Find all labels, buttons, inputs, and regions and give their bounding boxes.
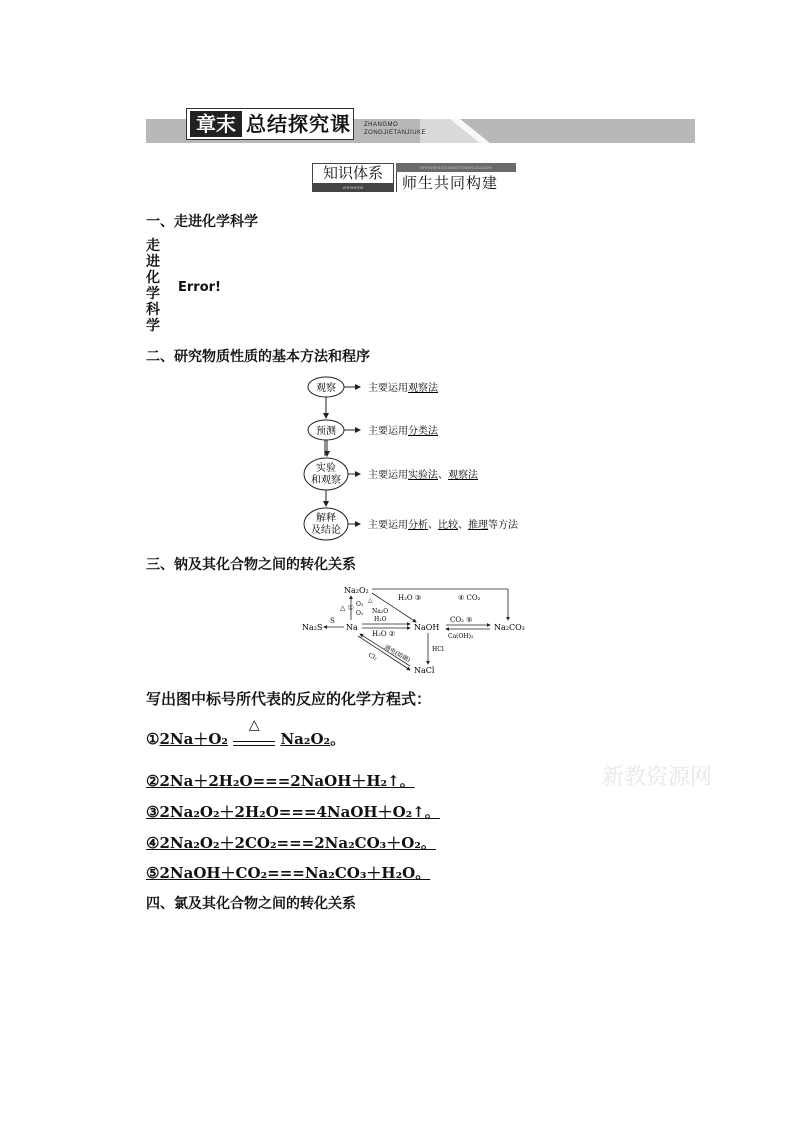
label-h2o-top: H₂O xyxy=(374,616,387,623)
flow-node-predict-label: 预测 xyxy=(316,426,336,437)
part1-heading: 一、走进化学科学 xyxy=(146,214,258,230)
equation-2 xyxy=(146,770,415,791)
equation-number: ③ xyxy=(146,803,160,821)
heating-symbol: △ xyxy=(248,716,260,733)
label-cl2: Cl₂ xyxy=(367,651,379,663)
label-delta: △ xyxy=(368,597,373,604)
section-divider xyxy=(396,172,397,192)
equation-number: ① xyxy=(146,730,160,748)
label-o2b: O₂ xyxy=(356,610,364,617)
reaction-arrow-electrolysis xyxy=(360,634,410,666)
chapter-title-pinyin xyxy=(364,121,426,137)
equation-4-text: 2Na₂O₂＋2CO₂===2Na₂CO₃＋O₂ xyxy=(159,834,421,852)
full-stop: 。 xyxy=(415,864,431,882)
flow-node-experiment-label-1: 实验 xyxy=(316,463,336,474)
vertical-char: 学 xyxy=(146,286,160,302)
compound-naoh: NaOH xyxy=(414,623,440,632)
flow-desc-predict: 主要运用分类法 xyxy=(368,426,438,437)
label-caoh2: Ca(OH)₂ xyxy=(448,633,474,640)
full-stop: 。 xyxy=(424,803,440,821)
section-title-knowledge-system: 知识体系 xyxy=(312,163,394,184)
label-na2o: Na₂O xyxy=(372,608,389,615)
compound-na2o2: Na₂O₂ xyxy=(344,586,369,595)
chapter-title-part1: 章末 xyxy=(190,111,242,137)
part3-heading: 三、钠及其化合物之间的转化关系 xyxy=(146,557,356,573)
equations-prompt: 写出图中标号所代表的反应的化学方程式： xyxy=(146,690,432,708)
error-text: Error! xyxy=(178,280,221,295)
full-stop: 。 xyxy=(420,834,436,852)
equation-number: ⑤ xyxy=(146,864,160,882)
equation-5 xyxy=(146,862,430,883)
vertical-char: 走 xyxy=(146,238,160,254)
vertical-char: 进 xyxy=(146,254,160,270)
label-h2o-3: H₂O ③ xyxy=(398,594,422,602)
compound-na: Na xyxy=(346,623,358,632)
vertical-char: 科 xyxy=(146,302,160,318)
label-s: S xyxy=(330,617,335,625)
sodium-conversion-diagram xyxy=(298,580,534,680)
vertical-char: 化 xyxy=(146,270,160,286)
section-subtitle-pinyin: SHISHENGGONGTONGGOUJIAN xyxy=(396,163,516,172)
equation-3-text: 2Na₂O₂＋2H₂O===4NaOH＋O₂↑ xyxy=(159,803,425,821)
equation-2-text: 2Na＋2H₂O===2NaOH＋H₂↑ xyxy=(159,772,400,790)
part4-heading: 四、氯及其化合物之间的转化关系 xyxy=(146,896,356,912)
compound-na2co3: Na₂CO₃ xyxy=(494,623,525,632)
equation-3 xyxy=(146,801,440,822)
equation-1-condition xyxy=(233,716,275,746)
section-subtitle: 师生共同构建 xyxy=(402,174,499,192)
equation-5-text: 2NaOH＋CO₂===Na₂CO₃＋H₂O xyxy=(159,864,416,882)
pinyin-line-2: ZONGJIETANJIUKE xyxy=(364,130,427,136)
flow-node-conclusion-label-1: 解释 xyxy=(316,513,336,524)
section-title-pinyin: ZHISHITIXI xyxy=(312,184,394,192)
equals-sign xyxy=(233,741,275,746)
pinyin-line-1: ZHANGMO xyxy=(364,122,399,128)
vertical-char: 学 xyxy=(146,318,160,334)
flow-desc-observe: 主要运用观察法 xyxy=(368,383,438,394)
label-co2-5: CO₂ ⑤ xyxy=(450,616,473,624)
flow-node-observe-label: 观察 xyxy=(316,383,336,394)
full-stop: 。 xyxy=(399,772,415,790)
compound-nacl: NaCl xyxy=(414,666,435,675)
chapter-title-part2: 总结探究课 xyxy=(246,112,351,136)
compound-na2s: Na₂S xyxy=(302,623,323,632)
banner-slant-decoration xyxy=(420,119,695,143)
method-flow-diagram xyxy=(290,372,540,544)
label-triangle-1: △ ① xyxy=(340,604,354,612)
flow-desc-conclusion: 主要运用分析、比较、推理等方法 xyxy=(368,520,518,531)
label-o2: O₂ xyxy=(356,601,364,608)
watermark: 新教资源网 xyxy=(602,765,713,790)
equation-1-products: Na₂O₂ xyxy=(280,730,331,748)
label-electrolysis: 通电(熔融) xyxy=(383,643,412,665)
equation-1 xyxy=(146,716,346,749)
equation-1-reactants: 2Na＋O₂ xyxy=(159,730,228,748)
flow-node-experiment-label-2: 和观察 xyxy=(311,475,341,486)
label-co2-4: ④ CO₂ xyxy=(458,594,481,602)
part2-heading: 二、研究物质性质的基本方法和程序 xyxy=(146,349,370,365)
full-stop: 。 xyxy=(330,730,346,748)
label-h2o-2: H₂O ② xyxy=(372,630,396,638)
equation-number: ④ xyxy=(146,834,160,852)
label-hcl: HCl xyxy=(432,646,444,653)
part1-vertical-label xyxy=(146,238,162,334)
flow-desc-experiment: 主要运用实验法、观察法 xyxy=(368,470,478,481)
equation-4 xyxy=(146,832,436,853)
equation-number: ② xyxy=(146,772,160,790)
flow-node-conclusion-label-2: 及结论 xyxy=(311,525,341,536)
